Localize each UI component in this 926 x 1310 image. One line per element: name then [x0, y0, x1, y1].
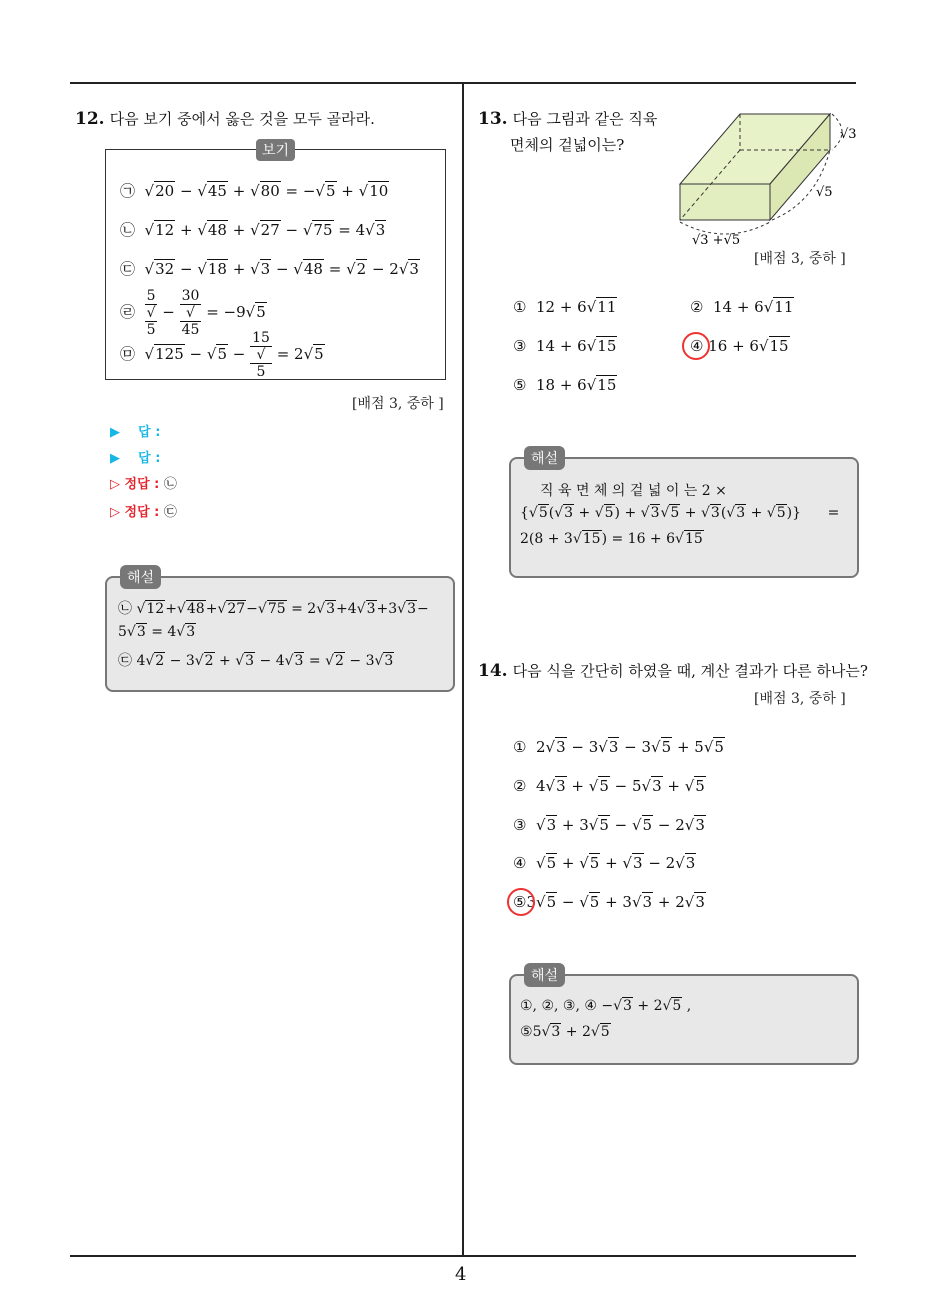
q13-choice-1[interactable]: ① 12 + 6√11 [513, 298, 617, 316]
selected-answer-circle [682, 332, 710, 360]
q13-meta: [배점 3, 중하 ] [754, 251, 846, 267]
question-text: 다음 보기 중에서 옳은 것을 모두 골라라. [109, 110, 375, 128]
q13-choice-3[interactable]: ③ 14 + 6√15 [513, 337, 617, 355]
q14-choice-5[interactable]: ⑤3√5 − √5 + 3√3 + 2√3 [513, 893, 705, 911]
dim-label-width: √3 +√5 [692, 233, 741, 248]
q14-choice-4[interactable]: ④ √5 + √5 + √3 − 2√3 [513, 854, 696, 872]
q14-meta: [배점 3, 중하 ] [754, 691, 846, 707]
explanation-line-1: ①, ②, ③, ④ −√3 + 2√5 , [520, 998, 692, 1014]
q14-choice-2[interactable]: ② 4√3 + √5 − 5√3 + √5 [513, 777, 705, 795]
explanation-tag: 해설 [120, 565, 161, 589]
q13-choice-2[interactable]: ② 14 + 6√11 [690, 298, 794, 316]
question-text-2: 면체의 겉넓이는? [510, 136, 625, 154]
dim-label-height: √3 [840, 127, 857, 142]
q14-choice-1[interactable]: ① 2√3 − 3√3 − 3√5 + 5√5 [513, 738, 724, 756]
question-number: 13. [478, 109, 508, 129]
question-text: 다음 그림과 같은 직육 [512, 110, 658, 128]
item-marker: ㉢ [120, 260, 136, 278]
correct-answer-1: ▷ 정답 : ㉡ [110, 477, 177, 492]
explanation-tag: 해설 [524, 446, 565, 470]
explanation-tag: 해설 [524, 963, 565, 987]
cuboid-figure [670, 108, 870, 253]
question-text: 다음 식을 간단히 하였을 때, 계산 결과가 다른 하나는? [512, 662, 868, 680]
question-12 [75, 108, 375, 129]
explanation-line-3: 2(8 + 3√15) = 16 + 6√15 [520, 531, 703, 547]
item-marker: ㉠ [120, 182, 136, 200]
correct-answer-2: ▷ 정답 : ㉢ [110, 505, 177, 520]
answer-blank-1: ▶ 답 : [110, 425, 161, 440]
page-number: 4 [455, 1264, 467, 1285]
column-divider [462, 82, 464, 1256]
dim-label-depth: √5 [816, 185, 833, 200]
item-marker: ㉤ [120, 345, 136, 363]
q13-choice-5[interactable]: ⑤ 18 + 6√15 [513, 376, 617, 394]
explanation-line-2: 5√3 = 4√3 [118, 624, 196, 640]
bottom-rule [70, 1255, 856, 1257]
q14-choice-3[interactable]: ③ √3 + 3√5 − √5 − 2√3 [513, 816, 705, 834]
bogi-item-2: ㉡ √12 + √48 + √27 − √75 = 4√3 [120, 221, 386, 239]
q13-choice-4[interactable]: ④ 16 + 6√15 [690, 337, 789, 355]
explanation-line-1: ㉡ √12+√48+√27−√75 = 2√3+4√3+3√3− [118, 601, 429, 617]
bogi-item-3: ㉢ √32 − √18 + √3 − √48 = √2 − 2√3 [120, 260, 419, 278]
question-number: 14. [478, 661, 508, 681]
item-marker: ㉣ [120, 303, 136, 321]
selected-answer-circle [507, 888, 535, 916]
explanation-line-2: {√5(√3 + √5) + √3√5 + √3(√3 + √5)} = [520, 505, 840, 521]
explanation-line-3: ㉢ 4√2 − 3√2 + √3 − 4√3 = √2 − 3√3 [118, 653, 394, 669]
question-13 [478, 108, 657, 129]
q12-meta: [배점 3, 중하 ] [352, 396, 444, 412]
item-marker: ㉡ [120, 221, 136, 239]
question-number: 12. [75, 109, 105, 129]
explanation-line-1: 직 육 면 체 의 겉 넓 이 는 2 × [540, 483, 727, 499]
explanation-line-2: ⑤5√3 + 2√5 [520, 1024, 610, 1040]
bogi-item-1: ㉠ √20 − √45 + √80 = −√5 + √10 [120, 182, 389, 200]
answer-blank-2: ▶ 답 : [110, 451, 161, 466]
question-14 [478, 660, 868, 681]
bogi-label: 보기 [256, 139, 295, 161]
q14-explanation-box [509, 974, 859, 1065]
bogi-item-5: ㉤ √125 − √5 − 15 √ 5 = 2√5 [120, 330, 324, 380]
bogi-item-4: ㉣ 5 √ 5 − 30 √ 45 = −9√5 [120, 288, 266, 338]
